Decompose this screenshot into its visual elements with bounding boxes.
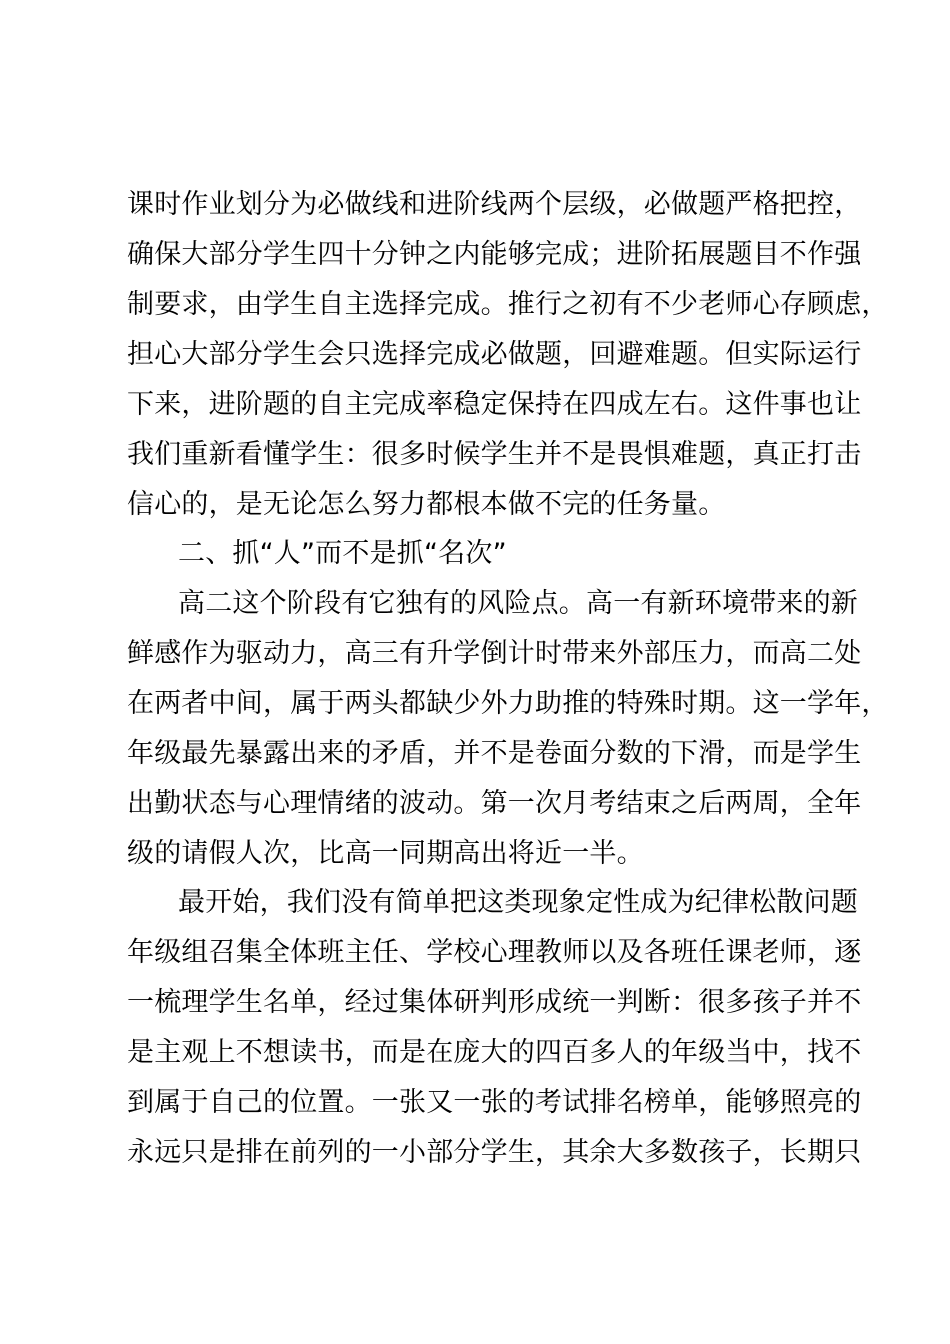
body-text-line: 年级最先暴露出来的矛盾，并不是卷面分数的下滑，而是学生 bbox=[127, 738, 862, 769]
body-text-line: 出勤状态与心理情绪的波动。第一次月考结束之后两周，全年 bbox=[127, 788, 862, 819]
body-text-line: 最开始，我们没有简单把这类现象定性成为纪律松散问题 bbox=[178, 887, 858, 918]
body-text-line: 信心的，是无论怎么努力都根本做不完的任务量。 bbox=[127, 489, 726, 520]
body-text-line: 永远只是排在前列的一小部分学生，其余大多数孩子，长期只 bbox=[127, 1137, 862, 1168]
body-text-line: 担心大部分学生会只选择完成必做题，回避难题。但实际运行 bbox=[127, 339, 862, 370]
body-text-line: 制要求，由学生自主选择完成。推行之初有不少老师心存顾虑， bbox=[127, 289, 889, 320]
body-text-line: 高二这个阶段有它独有的风险点。高一有新环境带来的新 bbox=[178, 588, 858, 619]
body-text-line: 年级组召集全体班主任、学校心理教师以及各班任课老师，逐 bbox=[127, 937, 862, 968]
body-text-line: 在两者中间，属于两头都缺少外力助推的特殊时期。这一学年， bbox=[127, 688, 889, 719]
body-text-line: 确保大部分学生四十分钟之内能够完成；进阶拓展题目不作强 bbox=[127, 239, 862, 270]
body-text-line: 是主观上不想读书，而是在庞大的四百多人的年级当中，找不 bbox=[127, 1037, 862, 1068]
body-text-line: 一梳理学生名单，经过集体研判形成统一判断：很多孩子并不 bbox=[127, 987, 862, 1018]
section-heading: 二、抓“人”而不是抓“名次” bbox=[178, 538, 507, 569]
body-text-line: 我们重新看懂学生：很多时候学生并不是畏惧难题，真正打击 bbox=[127, 439, 862, 470]
body-text-line: 下来，进阶题的自主完成率稳定保持在四成左右。这件事也让 bbox=[127, 389, 862, 420]
body-text-line: 级的请假人次，比高一同期高出将近一半。 bbox=[127, 838, 644, 869]
body-text-line: 课时作业划分为必做线和进阶线两个层级，必做题严格把控， bbox=[127, 189, 862, 220]
body-text-line: 鲜感作为驱动力，高三有升学倒计时带来外部压力，而高二处 bbox=[127, 638, 862, 669]
body-text-line: 到属于自己的位置。一张又一张的考试排名榜单，能够照亮的 bbox=[127, 1087, 862, 1118]
